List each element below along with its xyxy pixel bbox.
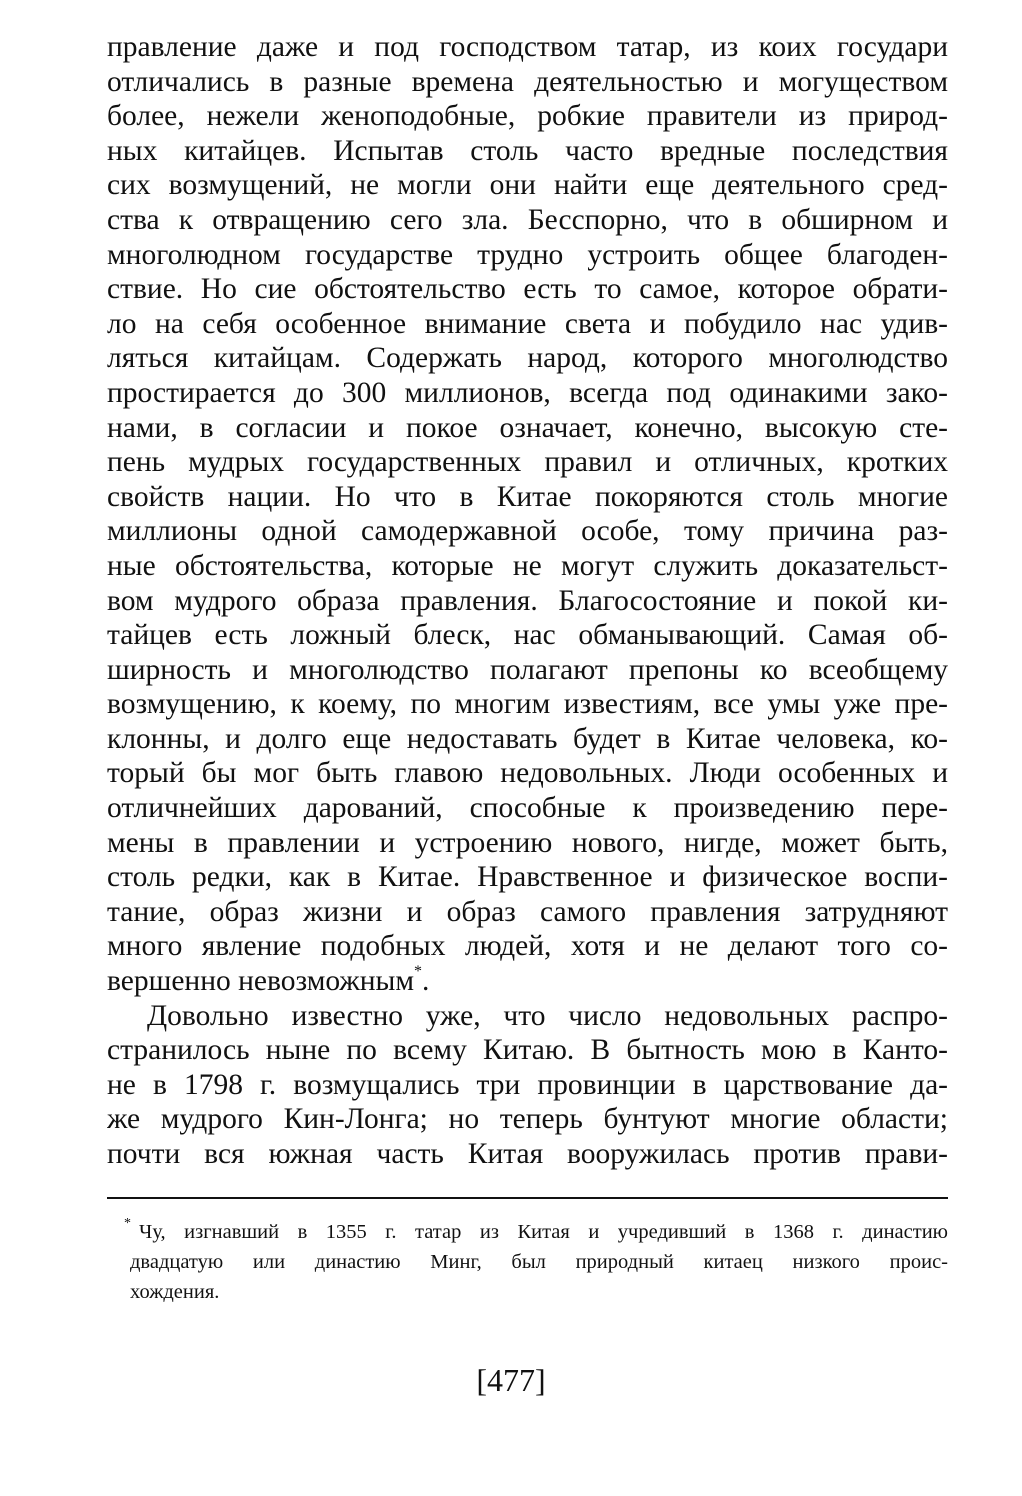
page-number: [477] [476, 1362, 546, 1398]
paragraph-2 [107, 999, 948, 1172]
text-line: ло на себя особенное внимание света и побудило нас удив- [107, 307, 948, 340]
footnote-text: Чу, изгнавший в 1355 г. татар из Китая и учредивший в 1368 г. династию [139, 1221, 948, 1243]
text-line: клонны, и долго еще недоставать будет в Китае человека, ко- [107, 722, 948, 755]
main-text [107, 30, 948, 1172]
text-line: пень мудрых государственных правил и отличных, кротких [107, 446, 948, 479]
text-line: свойств нации. Но что в Китае покоряются столь многие [107, 480, 948, 513]
text-line: возмущению, к коему, по многим известиям, все умы уже пре- [107, 688, 948, 721]
footnote-marker: * [124, 1217, 131, 1231]
text-line: ных китайцев. Испытав столь часто вредные последствия [107, 134, 948, 167]
text-line: ствие. Но сие обстоятельство есть то самое, которое обрати- [107, 273, 948, 306]
footnote-line: хождения. [130, 1281, 220, 1303]
text-line: много явление подобных людей, хотя и не делают того со- [107, 930, 948, 963]
text-line-last [107, 964, 948, 999]
text-line: миллионы одной самодержавной особе, тому причина раз- [107, 515, 948, 548]
text-line: ширность и многолюдство полагают препоны ко всеобщему [107, 653, 948, 686]
text-line: многолюдном государстве трудно устроить общее благоден- [107, 238, 948, 271]
text-line: тайцев есть ложный блеск, нас обманывающий. Самая об- [107, 619, 948, 652]
text-line: столь редки, как в Китае. Нравственное и физическое воспи- [107, 861, 948, 894]
text-line: отличались в разные времена деятельностью и могуществом [107, 65, 948, 98]
text-line: отличнейших дарований, способные к произведению пере- [107, 792, 948, 825]
text-line: же мудрого Кин-Лонга; но теперь бунтуют многие области; [107, 1103, 948, 1136]
text-line: торый бы мог быть главою недовольных. Люди особенных и [107, 757, 948, 790]
text-line: сих возмущений, не могли они найти еще деятельного сред- [107, 169, 948, 202]
footnote-line [124, 1217, 948, 1247]
footnote-divider [107, 1197, 948, 1199]
text-line: правление даже и под господством татар, из коих государи [107, 31, 948, 63]
text-line: не в 1798 г. возмущались три провинции в царствование да- [107, 1068, 948, 1101]
text-line: ные обстоятельства, которые не могут служить доказательст- [107, 549, 948, 582]
text-line: тание, образ жизни и образ самого правления затрудняют [107, 895, 948, 928]
text-line: мены в правлении и устроению нового, нигде, может быть, [107, 826, 948, 859]
text-line: почти вся южная часть Китая вооружилась против прави- [107, 1138, 948, 1170]
text-line: ляться китайцам. Содержать народ, которого многолюдство [107, 342, 948, 375]
text-line: странилось ныне по всему Китаю. В бытность мою в Канто- [107, 1034, 948, 1067]
footnote-line: двадцатую или династию Минг, был природный китаец низкого проис- [130, 1251, 948, 1273]
footnote [124, 1217, 948, 1307]
sentence-end: . [422, 965, 430, 998]
text-line: простирается до 300 миллионов, всегда под одинакими зако- [107, 376, 948, 409]
text-line: Довольно известно уже, что число недовольных распро- [147, 999, 948, 1032]
text-line: нами, в согласии и покое означает, конечно, высокую сте- [107, 411, 948, 444]
text-line: более, нежели женоподобные, робкие правители из природ- [107, 100, 948, 133]
footnote-reference[interactable]: * [414, 964, 423, 981]
paragraph-1 [107, 30, 948, 999]
text-line: ства к отвращению сего зла. Бесспорно, что в обширном и [107, 203, 948, 236]
text-line: вом мудрого образа правления. Благосостояние и покой ки- [107, 584, 948, 617]
last-line-text: вершенно невозможным [107, 965, 415, 998]
